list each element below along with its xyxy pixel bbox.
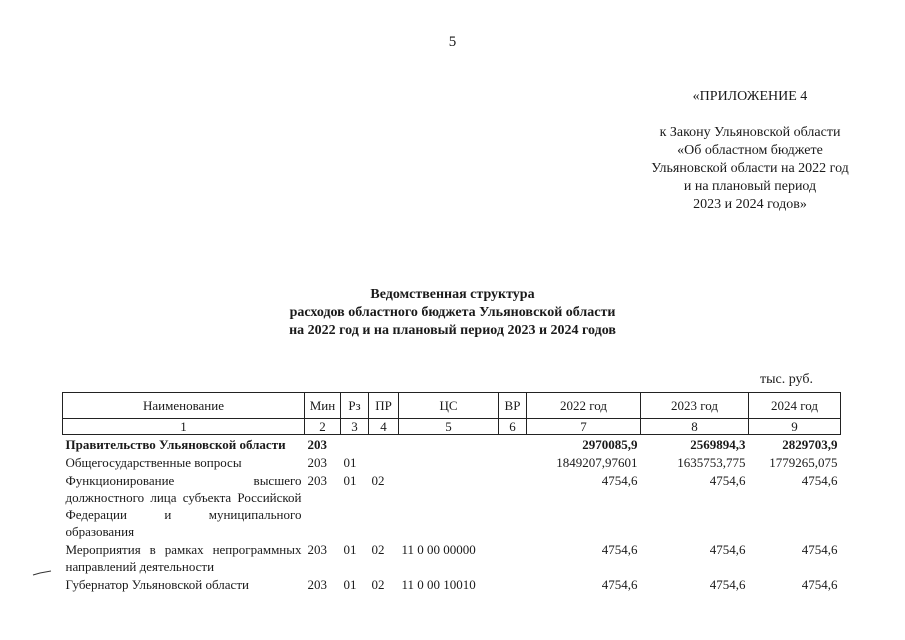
row-2022: 4754,6 — [601, 473, 638, 488]
column-number: 4 — [369, 419, 399, 435]
column-number: 6 — [499, 419, 527, 435]
row-name: Функционирование высшего должностного лица субъекта Российской Федерации и муниципального образования — [65, 473, 302, 539]
row-2022: 4754,6 — [601, 577, 638, 592]
row-cs — [399, 453, 499, 471]
row-min: 203 — [307, 455, 327, 470]
budget-table — [62, 392, 841, 593]
document-title-line: на 2022 год и на плановый период 2023 и 2024 годов — [289, 323, 616, 338]
row-vr — [499, 540, 527, 575]
column-header-rz: Рз — [341, 393, 369, 419]
column-header-2024: 2024 год — [749, 393, 841, 419]
row-2022: 1849207,97601 — [556, 455, 638, 470]
row-2023: 1635753,775 — [677, 455, 746, 470]
column-number: 1 — [63, 419, 305, 435]
table-row — [63, 435, 841, 454]
appendix-line: и на плановый период — [683, 179, 817, 194]
document-title-line: Ведомственная структура — [370, 287, 535, 302]
document-title — [0, 286, 905, 340]
row-vr — [499, 575, 527, 593]
row-2022: 2970085,9 — [582, 437, 638, 452]
units-label: тыс. руб. — [760, 372, 813, 387]
row-min: 203 — [307, 542, 327, 557]
row-2024: 4754,6 — [801, 577, 838, 592]
table-row — [63, 453, 841, 471]
table-row — [63, 540, 841, 575]
row-2023: 4754,6 — [709, 542, 746, 557]
column-number: 2 — [305, 419, 341, 435]
column-number: 9 — [749, 419, 841, 435]
column-number-row — [63, 419, 841, 435]
row-cs: 11 0 00 00000 — [401, 542, 476, 557]
pen-mark — [32, 570, 52, 576]
page-number: 5 — [448, 34, 457, 50]
column-header-2023: 2023 год — [641, 393, 749, 419]
row-pr — [369, 453, 399, 471]
row-min: 203 — [307, 577, 327, 592]
appendix-line: 2023 и 2024 годов» — [693, 197, 807, 212]
column-header-vr: ВР — [499, 393, 527, 419]
row-rz: 01 — [343, 542, 357, 557]
row-2024: 4754,6 — [801, 473, 838, 488]
row-name: Губернатор Ульяновской области — [65, 577, 249, 592]
row-2023: 4754,6 — [709, 577, 746, 592]
row-rz: 01 — [343, 455, 357, 470]
row-2024: 4754,6 — [801, 542, 838, 557]
row-cs — [399, 435, 499, 454]
row-pr: 02 — [371, 577, 385, 592]
row-2022: 4754,6 — [601, 542, 638, 557]
row-name: Общегосударственные вопросы — [65, 455, 242, 470]
column-header-2022: 2022 год — [527, 393, 641, 419]
column-header-pr: ПР — [369, 393, 399, 419]
row-cs — [399, 471, 499, 540]
column-header-name: Наименование — [63, 393, 305, 419]
row-rz: 01 — [343, 473, 357, 488]
row-name: Мероприятия в рамках непрограммных направлений деятельности — [65, 542, 302, 574]
column-number: 3 — [341, 419, 369, 435]
row-pr: 02 — [371, 473, 385, 488]
row-pr — [369, 435, 399, 454]
row-2023: 4754,6 — [709, 473, 746, 488]
column-number: 7 — [527, 419, 641, 435]
column-number: 8 — [641, 419, 749, 435]
row-min: 203 — [307, 473, 327, 488]
row-vr — [499, 453, 527, 471]
row-rz — [341, 435, 369, 454]
column-number: 5 — [399, 419, 499, 435]
row-name: Правительство Ульяновской области — [65, 437, 286, 452]
row-vr — [499, 435, 527, 454]
row-2024: 1779265,075 — [769, 455, 838, 470]
appendix-line: к Закону Ульяновской области — [659, 125, 841, 140]
row-2023: 2569894,3 — [690, 437, 746, 452]
appendix-line: Ульяновской области на 2022 год — [651, 161, 849, 176]
appendix-line: «Об областном бюджете — [677, 143, 823, 158]
row-2024: 2829703,9 — [782, 437, 838, 452]
row-min: 203 — [307, 437, 327, 452]
table-row — [63, 575, 841, 593]
row-rz: 01 — [343, 577, 357, 592]
row-cs: 11 0 00 10010 — [401, 577, 476, 592]
column-header-min: Мин — [305, 393, 341, 419]
document-title-line: расходов областного бюджета Ульяновской области — [289, 305, 616, 320]
table-row — [63, 471, 841, 540]
row-pr: 02 — [371, 542, 385, 557]
column-header-cs: ЦС — [399, 393, 499, 419]
appendix-title: «ПРИЛОЖЕНИЕ 4 — [692, 89, 808, 104]
row-vr — [499, 471, 527, 540]
appendix-block — [600, 88, 900, 214]
table-header-row — [63, 393, 841, 419]
